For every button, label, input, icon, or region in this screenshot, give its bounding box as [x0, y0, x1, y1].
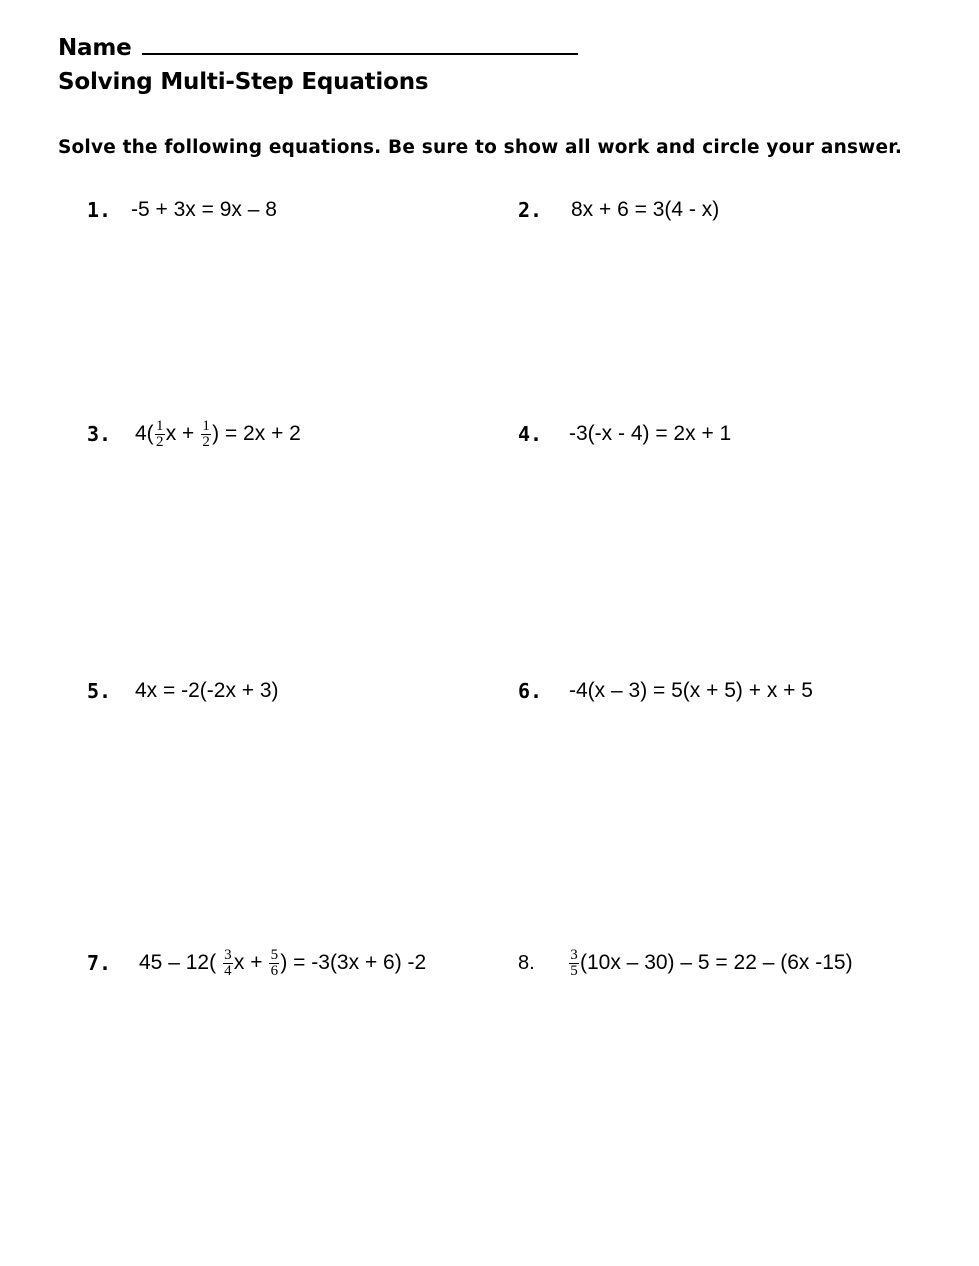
problem-8: [518, 943, 853, 983]
fraction-denominator: 5: [570, 962, 578, 979]
fraction: [223, 948, 233, 979]
fraction-numerator: 1: [155, 417, 164, 434]
problem-5: [87, 671, 279, 711]
problem-6: [518, 671, 813, 711]
equation-part: 4(: [135, 422, 154, 445]
problem-4: [518, 414, 731, 454]
equation: -3(-x - 4) = 2x + 1: [569, 422, 732, 445]
name-blank-line: [142, 31, 578, 55]
problem-7: [87, 943, 426, 983]
name-field-row: [58, 31, 578, 61]
equation-part: x +: [233, 951, 269, 974]
fraction: [269, 948, 279, 979]
equation: [135, 419, 301, 450]
fraction-denominator: 6: [270, 962, 279, 979]
fraction-numerator: 3: [570, 946, 578, 963]
fraction-denominator: 2: [155, 433, 164, 450]
name-label: Name: [58, 35, 132, 61]
problem-1: [87, 190, 277, 230]
fraction: [569, 948, 579, 979]
problem-number: 8.: [518, 951, 535, 974]
equation: 4x = -2(-2x + 3): [135, 679, 279, 702]
fraction-denominator: 4: [224, 962, 232, 979]
problem-2: [518, 190, 719, 230]
equation: [139, 948, 426, 979]
problem-3: [87, 414, 301, 454]
problem-number: 6.: [518, 679, 543, 703]
equation-part: ) = -3(3x + 6) -2: [280, 951, 427, 974]
problem-number: 3.: [87, 422, 112, 446]
worksheet-title: Solving Multi-Step Equations: [58, 69, 429, 95]
equation-part: (10x – 30) – 5 = 22 – (6x -15): [580, 951, 853, 974]
problem-number: 2.: [518, 198, 543, 222]
instructions: Solve the following equations. Be sure to show all work and circle your answer.: [58, 137, 903, 158]
equation-part: 45 – 12(: [139, 951, 222, 974]
equation: -4(x – 3) = 5(x + 5) + x + 5: [569, 679, 813, 702]
problem-number: 7.: [87, 951, 112, 975]
fraction-numerator: 5: [270, 946, 279, 963]
problem-number: 4.: [518, 422, 543, 446]
equation: 8x + 6 = 3(4 - x): [571, 198, 720, 221]
equation: [568, 948, 853, 979]
problem-number: 5.: [87, 679, 112, 703]
equation-part: ) = 2x + 2: [212, 422, 301, 445]
fraction-numerator: 3: [224, 946, 232, 963]
fraction-numerator: 1: [202, 417, 210, 434]
problem-number: 1.: [87, 198, 112, 222]
equation: -5 + 3x = 9x – 8: [131, 198, 277, 221]
fraction-denominator: 2: [202, 433, 210, 450]
fraction: [201, 419, 211, 450]
fraction: [155, 419, 165, 450]
equation-part: x +: [165, 422, 201, 445]
